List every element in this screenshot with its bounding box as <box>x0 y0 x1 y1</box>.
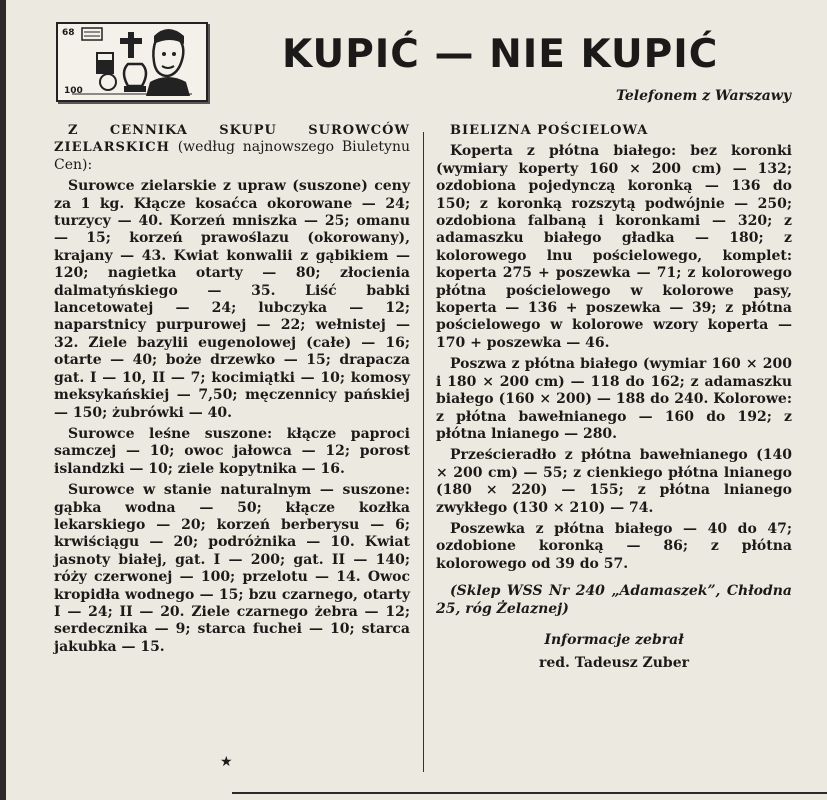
left-border <box>0 0 6 800</box>
right-paragraph-4: Poszewka z płótna białego — 40 do 47; ozdobione koronką — 86; z płótna kolorowego od 39 do 57. <box>436 520 792 572</box>
right-column <box>436 122 792 677</box>
shop-note: (Sklep WSS Nr 240 „Adamaszek”, Chłodna 25, róg Żelaznej) <box>436 583 792 617</box>
left-paragraph-1: Surowce zielarskie z upraw (suszone) ceny za 1 kg. Kłącze kosaćca okorowane — 24; turzycy — 40. Korzeń mniszka — 25; omanu — 15; korzeń prawoślazu (okorowany), krajany — 43. Kwiat konwalii z gąbikiem — 120; nagietka otarty — 80; złocienia dalmatyńskiego — 35. Liść babki lancetowatej — 24; lubczyka — 12; naparstnicy purpurowej — 22; wełnistej — 32. Ziele bazylii eugenolowej (całe) — 16; otarte — 40; boże drzewko — 15; drapacza gat. I — 10, II — 7; kocimiątki — 10; komosy meksykańskiej — 7,50; męczennicy pańskiej — 150; żubrówki — 40. <box>54 178 410 421</box>
right-paragraph-3: Prześcieradło z płótna bawełnianego (140 × 200 cm) — 55; z cienkiego płótna lnianego (180 × 220) — 155; z płótna lnianego zwykłego (130 × 210) — 74. <box>436 447 792 516</box>
column-logo <box>56 22 208 102</box>
column-divider <box>423 132 424 772</box>
author-line: red. Tadeusz Zuber <box>538 655 690 672</box>
byline: Telefonem z Warszawy <box>616 88 791 104</box>
right-paragraph-2: Poszwa z płótna białego (wymiar 160 × 200 i 180 × 200 cm) — 118 do 162; z adamaszku białego (160 × 200) — 188 do 240. Kolorowe: z płótna bawełnianego — 160 do 192; z płótna lnianego — 280. <box>436 356 792 442</box>
left-section-title: Z CENNIKA SKUPU SUROWCÓW ZIELARSKICH <box>54 123 410 156</box>
right-section-title: BIELIZNA POŚCIELOWA <box>450 123 649 138</box>
left-column <box>54 122 410 660</box>
left-paragraph-2: Surowce leśne suszone: kłącze paproci samczej — 10; owoc jałowca — 12; porost islandzki — 10; ziele kopytnika — 16. <box>54 425 410 477</box>
headline: KUPIĆ — NIE KUPIĆ <box>282 32 719 77</box>
right-paragraph-1: Koperta z płótna białego: bez koronki (wymiary koperty 160 × 200 cm) — 132; ozdobiona pojedynczą koronką — 136 do 150; z koronką rozszytą podwójnie — 250; ozdobiona falbaną i koronkami — 320; z adamaszku białego gładka — 180; z kolorowego lnu pościelowego, komplet: koperta 275 + poszewka — 71; z kolorowego płótna pościelowego w kolorowe pasy, koperta — 136 + poszewka — 39; z płótna pościelowego w kolorowe wzory koperta — 170 + poszewka — 46. <box>436 143 792 351</box>
section-star: ★ <box>220 754 233 770</box>
logo-number-bottom: 100 <box>64 86 83 96</box>
credit-line: Informacje zebrał <box>544 631 684 648</box>
bottom-border <box>232 792 827 794</box>
left-intro <box>54 122 410 174</box>
left-paragraph-3: Surowce w stanie naturalnym — suszone: gąbka wodna — 50; kłącze kozłka lekarskiego — 20; korzeń berberysu — 6; krwiściągu — 20; podróżnika — 10. Kwiat jasnoty białej, gat. I — 200; gat. II — 140; róży czerwonej — 100; przelotu — 14. Owoc kropidła wodnego — 15; bzu czarnego, otarty I — 24; II — 20. Ziele czarnego żebra — 12; serdecznika — 9; starca fuchei — 10; starca jakubka — 15. <box>54 482 410 655</box>
left-intro-rest: (według najnowszego Biuletynu Cen): <box>54 139 410 173</box>
logo-number-top: 68 <box>62 28 75 38</box>
